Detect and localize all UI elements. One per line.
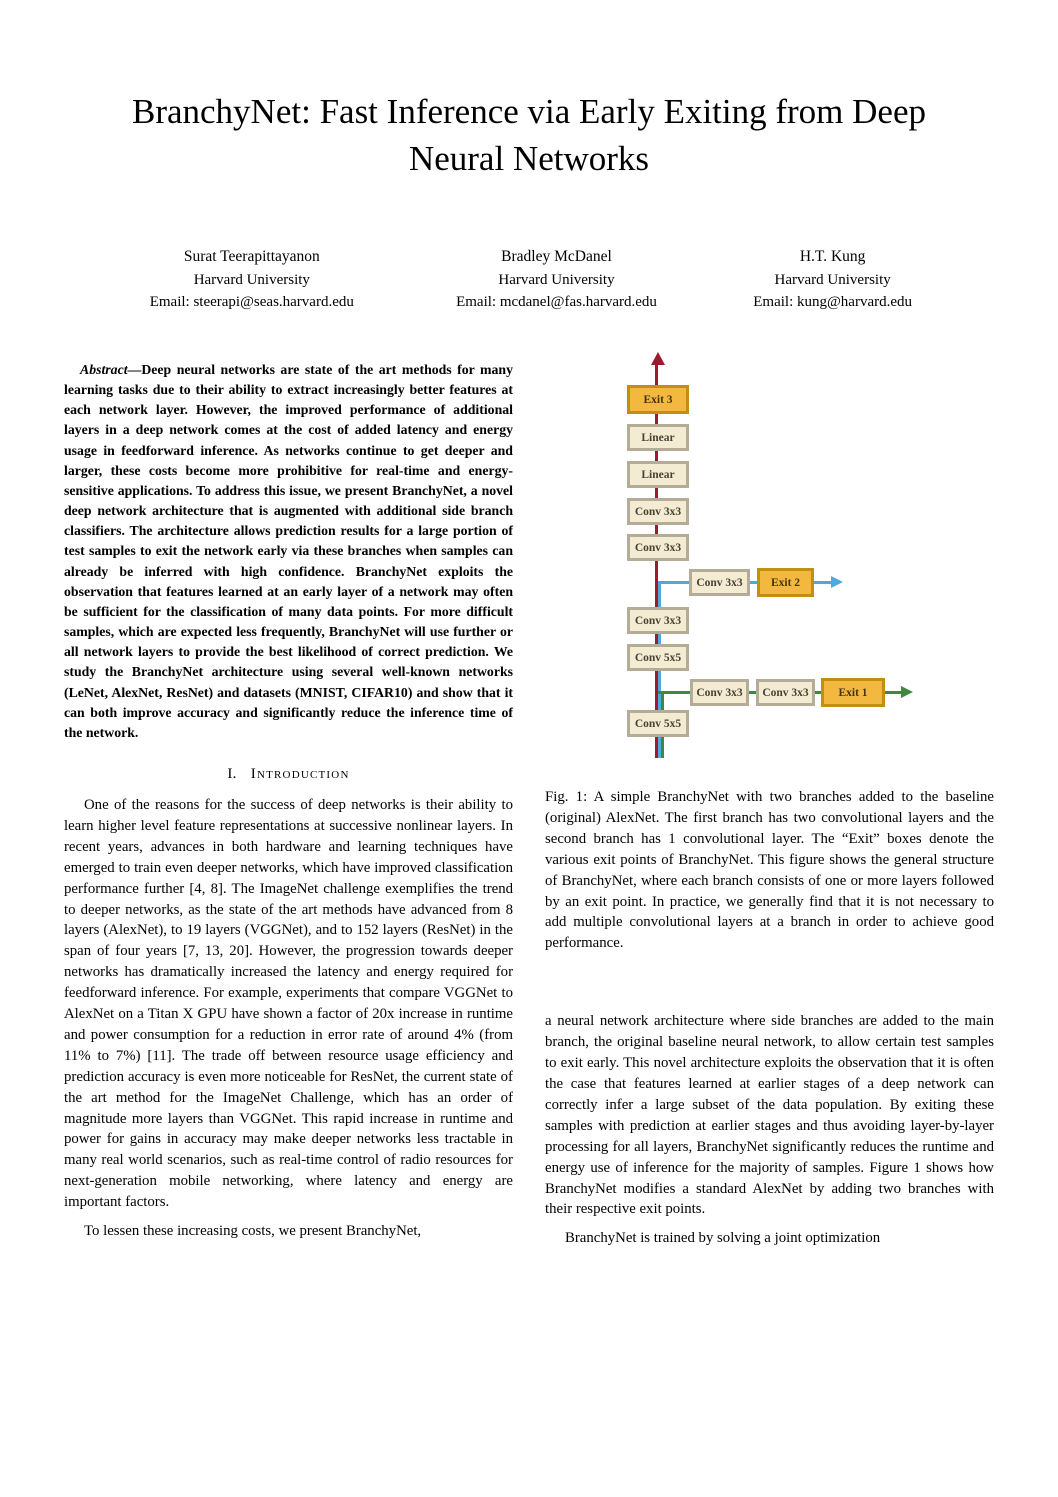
author-row bbox=[0, 246, 1058, 318]
paper-title: BranchyNet: Fast Inference via Early Exiting from Deep Neural Networks bbox=[131, 92, 926, 178]
layer-box-exit1: Exit 1 bbox=[821, 678, 885, 707]
abstract-label: Abstract bbox=[80, 362, 128, 377]
intro-paragraph-1: One of the reasons for the success of deep networks is their ability to learn higher level feature representations at successive nonlinear layers. In recent years, advances in both hardware and learning techniques have emerged to train even deeper networks, which have improved classification performance further [4, 8]. The ImageNet challenge exemplifies the trend to deeper networks, as the state of the art methods have advanced from 8 layers (AlexNet), to 19 layers (VGGNet), and to 152 layers (ResNet) in the span of four years [7, 13, 20]. However, the progression towards deeper networks has dramatically increased the latency and energy required for feedforward inference. For example, experiments that compare VGGNet to AlexNet on a Titan X GPU have shown a factor of 20x increase in runtime and power consumption for a reduction in error rate of around 4% (from 11% to 7%) [11]. The trade off between resource usage efficiency and prediction accuracy is even more noticeable for ResNet, the current state of the art method for the ImageNet Challenge, which has an order of magnitude more layers than VGGNet. This rapid increase in runtime and power for gains in accuracy may make deeper networks less tractable in many real world scenarios, such as real-time control of radio resources for next-generation mobile networking, where latency and energy are important factors. bbox=[64, 796, 513, 1211]
exit1-output-arrow-icon bbox=[901, 686, 913, 698]
author-affiliation: Harvard University bbox=[774, 271, 891, 288]
two-column-body bbox=[0, 352, 1058, 1249]
layer-box-conv5x5: Conv 5x5 bbox=[627, 710, 689, 737]
author-affiliation: Harvard University bbox=[498, 271, 615, 288]
author-2 bbox=[456, 246, 657, 314]
exit3-output-arrow-icon bbox=[651, 352, 665, 365]
right-column bbox=[545, 352, 994, 1249]
layer-box-exit2: Exit 2 bbox=[757, 568, 814, 597]
abstract-text: —Deep neural networks are state of the art methods for many learning tasks due to their ability to extract increasingly better features at each network layer. However, the improved performance of additional layers in a deep network comes at the cost of added latency and energy usage in feedforward inference. As networks continue to get deeper and larger, these costs become more prohibitive for real-time and energy-sensitive applications. To address this issue, we present BranchyNet, a novel deep network architecture that is augmented with additional side branch classifiers. The architecture allows prediction results for a large portion of test samples to exit the network early via these branches when samples can already be inferred with high confidence. BranchyNet exploits the observation that features learned at an early layer of a network may often be sufficient for the classification of many data points. For more difficult samples, which are expected less frequently, BranchyNet will use further or all network layers to provide the best likelihood of correct prediction. We study the BranchyNet architecture using several well-known networks (LeNet, AlexNet, ResNet) and datasets (MNIST, CIFAR10) and show that it can both improve accuracy and significantly reduce the inference time of the network. bbox=[64, 362, 513, 740]
section-numeral: I. bbox=[227, 765, 237, 782]
branch1-conv3x3-box: Conv 3x3 bbox=[756, 679, 815, 706]
section-title: Introduction bbox=[250, 765, 350, 782]
layer-box-linear: Linear bbox=[627, 461, 689, 488]
layer-box-conv3x3: Conv 3x3 bbox=[627, 498, 689, 525]
author-email: Email: mcdanel@fas.harvard.edu bbox=[456, 294, 657, 310]
layer-box-exit3: Exit 3 bbox=[627, 385, 689, 414]
layer-box-conv3x3: Conv 3x3 bbox=[627, 607, 689, 634]
figure-1-caption: Fig. 1: A simple BranchyNet with two branches added to the baseline (original) AlexNet. The first branch has two convolutional layers and the second branch has 1 convolutional layer. The “Exit” boxes denote the various exit points of BranchyNet. This figure shows the general structure of BranchyNet, where each branch consists of one or more layers followed by an exit point. In practice, we generally find that it is not necessary to add multiple convolutional layers at a branch in order to achieve good performance. bbox=[545, 789, 994, 952]
author-name: H.T. Kung bbox=[799, 248, 866, 265]
author-1 bbox=[150, 246, 354, 314]
author-3 bbox=[753, 246, 912, 314]
branch2-conv3x3-box: Conv 3x3 bbox=[689, 569, 750, 596]
right-paragraph-1: a neural network architecture where side branches are added to the main branch, the original baseline neural network, to allow certain test samples to exit early. This novel architecture exploits the observation that it is often the case that features learned at earlier stages of a deep network can correctly infer a large subset of the data population. By exiting these samples with prediction at earlier stages and thus avoiding layer-by-layer processing for all layers, BranchyNet significantly reduces the runtime and energy use of inference for the majority of samples. Figure 1 shows how BranchyNet modifies a standard AlexNet by adding two branches with their respective exit points. bbox=[545, 1013, 994, 1218]
left-column bbox=[64, 352, 513, 1249]
branch1-conv3x3-box: Conv 3x3 bbox=[690, 679, 749, 706]
layer-box-conv3x3: Conv 3x3 bbox=[627, 534, 689, 561]
author-affiliation: Harvard University bbox=[193, 271, 310, 288]
figure-1-diagram bbox=[545, 352, 994, 782]
layer-box-conv5x5: Conv 5x5 bbox=[627, 644, 689, 671]
right-paragraph-2: BranchyNet is trained by solving a joint optimization bbox=[565, 1230, 881, 1247]
intro-paragraph-2: To lessen these increasing costs, we present BranchyNet, bbox=[84, 1223, 422, 1240]
author-name: Surat Teerapittayanon bbox=[183, 248, 320, 265]
layer-box-linear: Linear bbox=[627, 424, 689, 451]
author-name: Bradley McDanel bbox=[501, 248, 612, 265]
abstract bbox=[64, 360, 513, 743]
exit2-output-arrow-icon bbox=[831, 576, 843, 588]
author-email: Email: kung@harvard.edu bbox=[753, 294, 913, 310]
section-heading-introduction bbox=[64, 766, 513, 783]
author-email: Email: steerapi@seas.harvard.edu bbox=[149, 294, 354, 310]
